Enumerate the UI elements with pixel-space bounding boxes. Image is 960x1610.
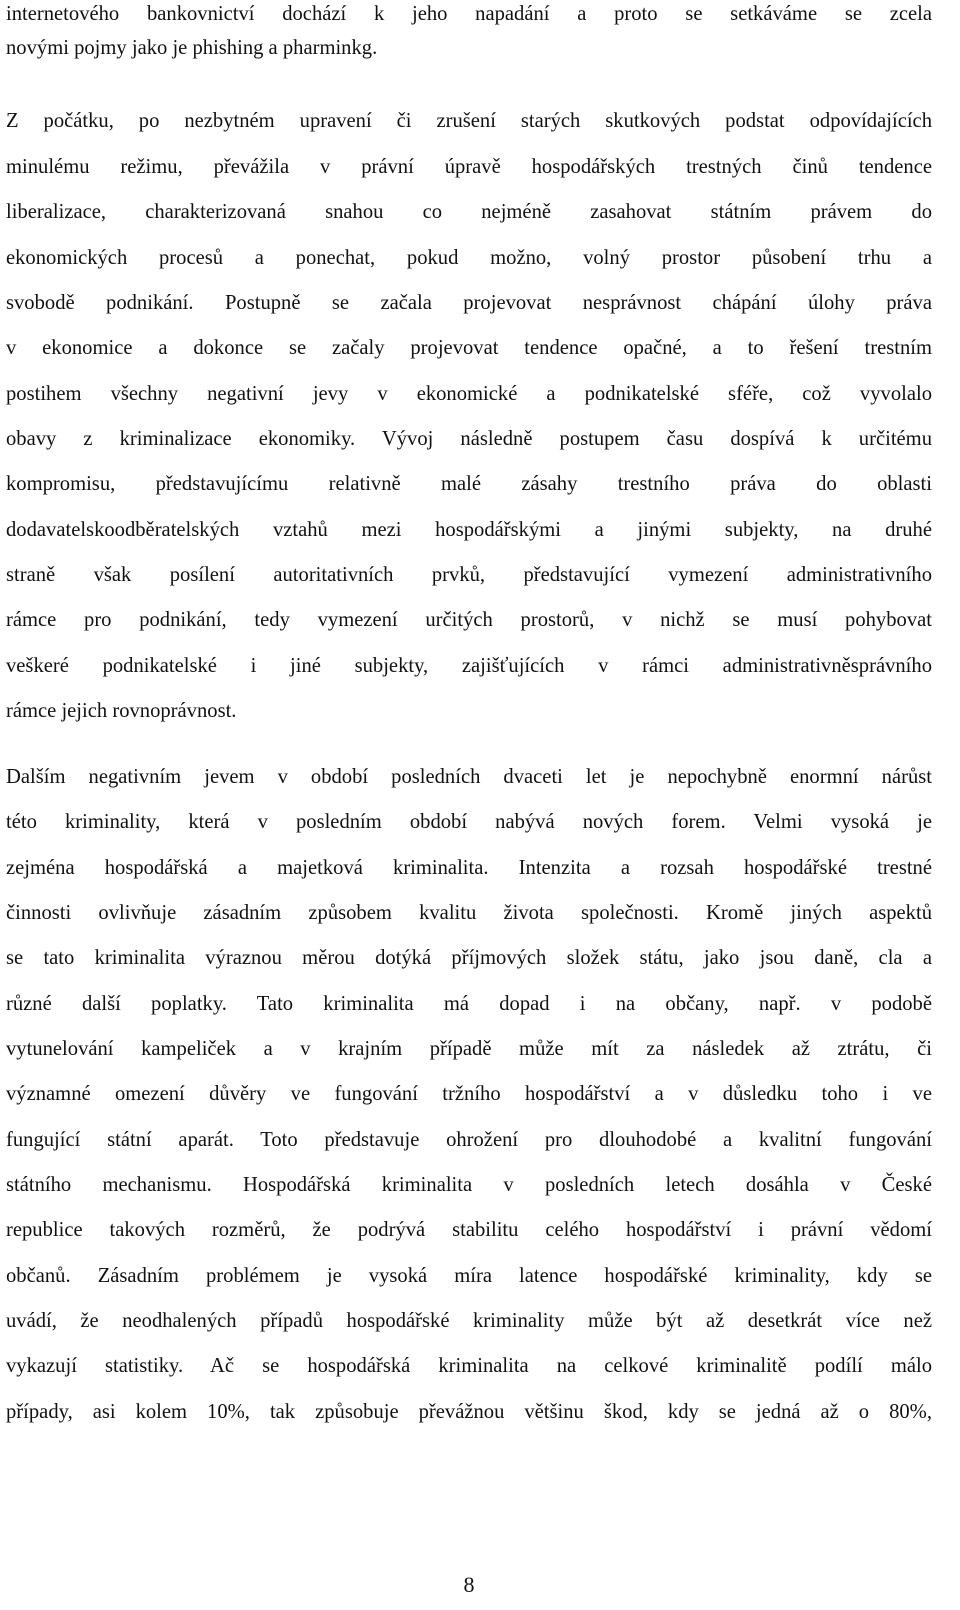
text-line: ekonomických procesů a ponechat, pokud možno, volný prostor působení trhu a <box>6 247 932 269</box>
text-line: v ekonomice a dokonce se začaly projevovat tendence opačné, a to řešení trestním <box>6 337 932 359</box>
text-line: dodavatelskoodběratelských vztahů mezi hospodářskými a jinými subjekty, na druhé <box>6 519 932 541</box>
text-line: státního mechanismu. Hospodářská kriminalita v posledních letech dosáhla v České <box>6 1174 932 1196</box>
text-line: rámce pro podnikání, tedy vymezení určitých prostorů, v nichž se musí pohybovat <box>6 609 932 631</box>
text-line: Z počátku, po nezbytném upravení či zrušení starých skutkových podstat odpovídajících <box>6 110 932 132</box>
text-line: veškeré podnikatelské i jiné subjekty, zajišťujících v rámci administrativněsprávního <box>6 655 932 677</box>
text-line: vykazují statistiky. Ač se hospodářská kriminalita na celkové kriminalitě podílí málo <box>6 1355 932 1377</box>
page-number: 8 <box>463 1572 475 1597</box>
text-line: se tato kriminalita výraznou měrou dotýká příjmových složek státu, jako jsou daně, cla a <box>6 947 932 969</box>
text-line: vytunelování kampeliček a v krajním případě může mít za následek až ztrátu, či <box>6 1038 932 1060</box>
text-line: minulému režimu, převážila v právní úpravě hospodářských trestných činů tendence <box>6 156 932 178</box>
text-line: kompromisu, představujícímu relativně malé zásahy trestního práva do oblasti <box>6 473 932 495</box>
text-line: republice takových rozměrů, že podrývá stabilitu celého hospodářství i právní vědomí <box>6 1219 932 1241</box>
text-line: Dalším negativním jevem v období posledních dvaceti let je nepochybně enormní nárůst <box>6 766 932 788</box>
text-line: činnosti ovlivňuje zásadním způsobem kvalitu života společnosti. Kromě jiných aspektů <box>6 902 932 924</box>
text-line: obavy z kriminalizace ekonomiky. Vývoj následně postupem času dospívá k určitému <box>6 428 932 450</box>
text-line: straně však posílení autoritativních prvků, představující vymezení administrativního <box>6 564 932 586</box>
text-line: svobodě podnikání. Postupně se začala projevovat nesprávnost chápání úlohy práva <box>6 292 932 314</box>
text-line: případy, asi kolem 10%, tak způsobuje převážnou většinu škod, kdy se jedná až o 80%, <box>6 1401 932 1423</box>
text-line: fungující státní aparát. Toto představuje ohrožení pro dlouhodobé a kvalitní fungování <box>6 1129 932 1151</box>
text-line: různé další poplatky. Tato kriminalita má dopad i na občany, např. v podobě <box>6 993 932 1015</box>
text-line: této kriminality, která v posledním období nabývá nových forem. Velmi vysoká je <box>6 811 932 833</box>
text-line: významné omezení důvěry ve fungování tržního hospodářství a v důsledku toho i ve <box>6 1083 932 1105</box>
text-line: liberalizace, charakterizovaná snahou co nejméně zasahovat státním právem do <box>6 201 932 223</box>
text-line: rámce jejich rovnoprávnost. <box>6 700 237 722</box>
text-line: postihem všechny negativní jevy v ekonomické a podnikatelské sféře, což vyvolalo <box>6 383 932 405</box>
text-line: občanů. Zásadním problémem je vysoká míra latence hospodářské kriminality, kdy se <box>6 1265 932 1287</box>
text-line: novými pojmy jako je phishing a pharminkg. <box>6 37 378 59</box>
text-line: uvádí, že neodhalených případů hospodářské kriminality může být až desetkrát více než <box>6 1310 932 1332</box>
text-line: internetového bankovnictví dochází k jeho napadání a proto se setkáváme se zcela <box>6 3 932 25</box>
text-line: zejména hospodářská a majetková kriminalita. Intenzita a rozsah hospodářské trestné <box>6 857 932 879</box>
